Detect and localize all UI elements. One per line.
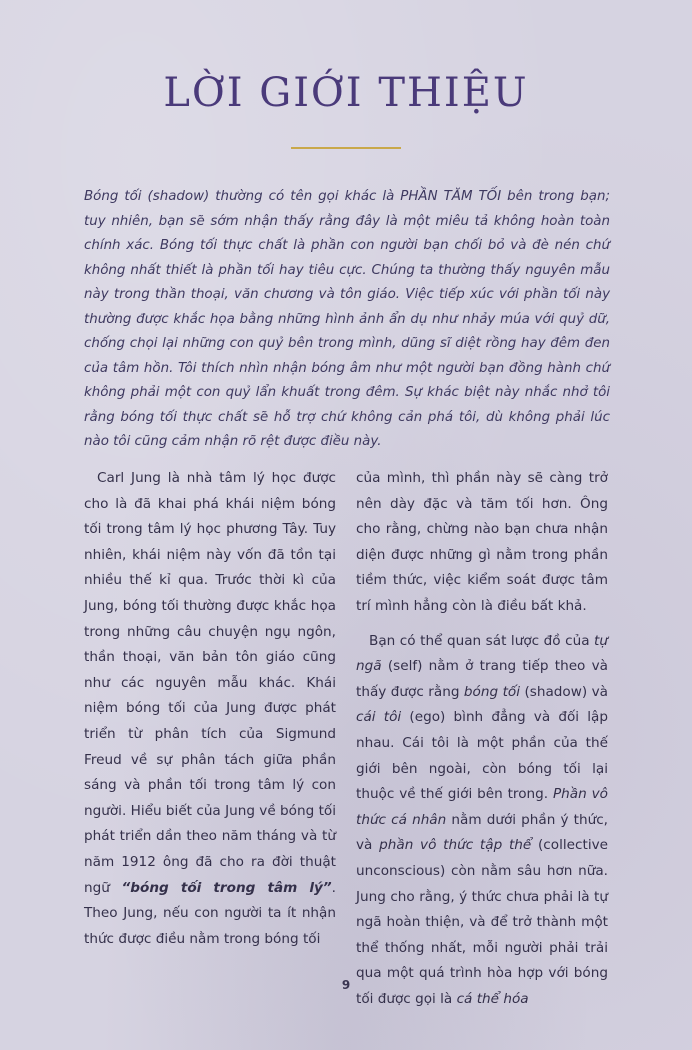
body-text: (shadow) và (520, 683, 609, 700)
body-column-left (84, 466, 336, 952)
body-text: Carl Jung là nhà tâm lý học được cho là đã khai phá khái niệm bóng tối trong tâm lý học phương Tây. Tuy nhiên, khái niệm này vốn đã tồn tại nhiều thế kỉ qua. Trước thời kì của Jung, bóng tối thường được khắc họa trong những câu chuyện ngụ ngôn, thần thoại, văn bản tôn giáo cũng như các nguyên mẫu khác. Khái niệm bóng tối của Jung được phát triển từ phân tích của Sigmund Freud về sự phân tách giữa phần sáng và phần tối trong tâm lý con người. Hiểu biết của Jung về bóng tối phát triển dần theo năm tháng và từ năm 1912 ông đã cho ra đời thuật ngữ (84, 470, 336, 896)
body-column-right (356, 466, 608, 1012)
body-paragraph-2 (356, 629, 608, 1013)
body-text: của mình, thì phần này sẽ càng trở nên dày đặc và tăm tối hơn. Ông cho rằng, chừng nào bạn chưa nhận diện được những gì nằm trong phần tiềm thức, việc kiểm soát được tâm trí mình hẳng còn là điều bất khả. (356, 470, 608, 614)
body-text: Bạn có thể quan sát lược đồ của (369, 632, 595, 649)
term-collective-unconscious: phần vô thức tập thể (379, 837, 532, 854)
title-divider (291, 147, 401, 149)
key-term: “bóng tối trong tâm lý” (121, 879, 332, 896)
body-text: (collective unconscious) còn nằm sâu hơn nữa. Jung cho rằng, ý thức chưa phải là tự ngã hoàn thiện, và để trở thành một thể thống nhất, mỗi người phải trải qua một quá trình hòa hợp với bóng tối được gọi là (356, 837, 609, 1007)
term-personal-unconscious: Phần vô thức cá nhân (356, 786, 608, 828)
page-title: LỜI GIỚI THIỆU (163, 70, 529, 116)
term-ego: cái tôi (356, 709, 402, 726)
body-text: (ego) bình đẳng và đối lập nhau. Cái tôi là một phần của thế giới bên ngoài, còn bóng tối lại thuộc về thế giới bên trong. (356, 709, 609, 803)
body-text: nằm dưới phần ý thức, và (356, 811, 608, 854)
page-number: 9 (341, 978, 351, 992)
term-self: tự ngã (356, 632, 608, 675)
body-paragraph-1-continued (356, 466, 608, 620)
term-shadow: bóng tối (463, 683, 520, 700)
body-text: (self) nằm ở trang tiếp theo và thấy được rằng (356, 658, 608, 700)
body-paragraph-1 (84, 466, 336, 952)
term-individuation: cá thể hóa (456, 990, 529, 1007)
intro-paragraph: Bóng tối (shadow) thường có tên gọi khác là PHẦN TĂM TỐI bên trong bạn; tuy nhiên, bạn sẽ sớm nhận thấy rằng đây là một miêu tả không hoàn toàn chính xác. Bóng tối thực chất là phần con người bạn chối bỏ và đè nén chứ không nhất thiết là phần tối hay tiêu cực. Chúng ta thường thấy nguyên mẫu này trong thần thoại, văn chương và tôn giáo. Việc tiếp xúc với phần tối này thường được khắc họa bằng những hình ảnh ẩn dụ như nhảy múa với quỷ dữ, chống chọi lại những con quỷ bên trong mình, dũng sĩ diệt rồng hay đêm đen của tâm hồn. Tôi thích nhìn nhận bóng âm như một người bạn đồng hành chứ không phải một con quỷ lẩn khuất trong đêm. Sự khác biệt này nhắc nhở tôi rằng bóng tối thực chất sẽ hỗ trợ chứ không cản phá tôi, dù không phải lúc nào tôi cũng cảm nhận rõ rệt được điều này. (84, 189, 610, 449)
body-text: . Theo Jung, nếu con người ta ít nhận thức được điều nằm trong bóng tối (84, 879, 336, 947)
